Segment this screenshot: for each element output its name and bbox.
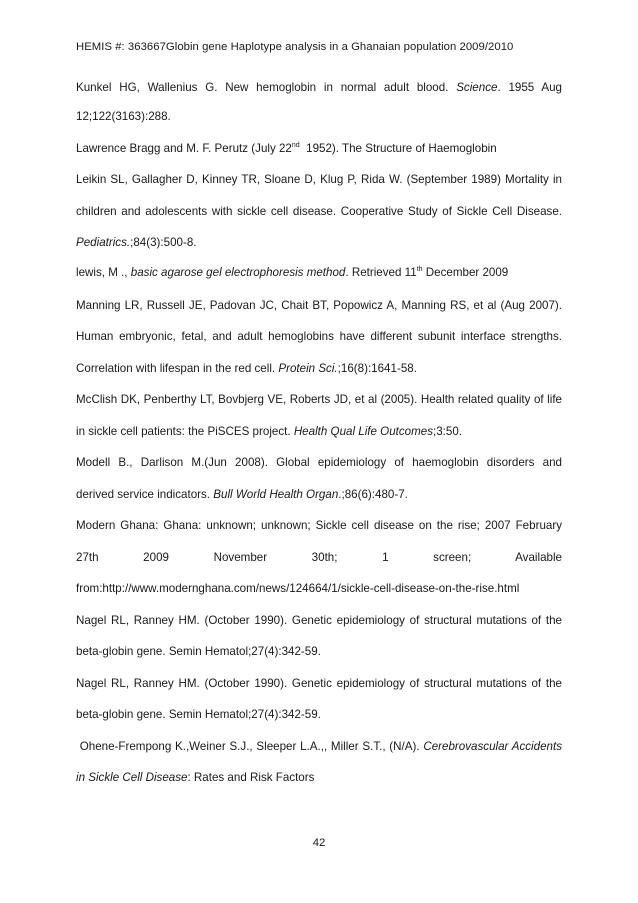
reference-modell-line-2: derived service indicators. Bull World Health Organ.;86(6):480-7. <box>76 488 408 501</box>
reference-nagel-2-line-2: beta-globin gene. Semin Hematol;27(4):342-59. <box>76 708 321 721</box>
reference-bragg: Lawrence Bragg and M. F. Perutz (July 22nd 1952). The Structure of Haemoglobin <box>76 142 497 155</box>
reference-modern-ghana-line-3: from:http://www.modernghana.com/news/124664/1/sickle-cell-disease-on-the-rise.html <box>76 582 520 595</box>
reference-nagel-1-line-1: Nagel RL, Ranney HM. (October 1990). Genetic epidemiology of structural mutations of the <box>76 614 562 627</box>
reference-modern-ghana-line-1: Modern Ghana: Ghana: unknown; unknown; Sickle cell disease on the rise; 2007 February <box>76 519 562 532</box>
reference-leikin-line-3: Pediatrics.;84(3):500-8. <box>76 236 197 249</box>
page-number: 42 <box>312 837 326 849</box>
reference-modern-ghana-line-2: 27th 2009 November 30th; 1 screen; Available <box>76 551 562 564</box>
reference-mcclish-line-2: in sickle cell patients: the PiSCES project. Health Qual Life Outcomes;3:50. <box>76 425 463 438</box>
reference-modell-line-1: Modell B., Darlison M.(Jun 2008). Global epidemiology of haemoglobin disorders and <box>76 456 562 469</box>
reference-mcclish-line-1: McClish DK, Penberthy LT, Bovbjerg VE, Roberts JD, et al (2005). Health related quality of life <box>76 393 562 406</box>
reference-nagel-1-line-2: beta-globin gene. Semin Hematol;27(4):342-59. <box>76 645 321 658</box>
reference-manning-line-1: Manning LR, Russell JE, Padovan JC, Chait BT, Popowicz A, Manning RS, et al (Aug 2007). <box>76 299 562 312</box>
reference-ohene-line-1: Ohene-Frempong K.,Weiner S.J., Sleeper L.A.,, Miller S.T., (N/A). Cerebrovascular Accidents <box>76 740 562 753</box>
reference-manning-line-3: Correlation with lifespan in the red cell. Protein Sci.;16(8):1641-58. <box>76 362 417 375</box>
running-header: HEMIS #: 363667Globin gene Haplotype analysis in a Ghanaian population 2009/2010 <box>76 41 514 53</box>
reference-nagel-2-line-1: Nagel RL, Ranney HM. (October 1990). Genetic epidemiology of structural mutations of the <box>76 677 562 690</box>
reference-leikin-line-2: children and adolescents with sickle cell disease. Cooperative Study of Sickle Cell Disease. <box>76 205 562 218</box>
reference-ohene-line-2: in Sickle Cell Disease: Rates and Risk Factors <box>76 771 315 784</box>
reference-kunkel-line-1: Kunkel HG, Wallenius G. New hemoglobin in normal adult blood. Science. 1955 Aug <box>76 81 563 94</box>
reference-kunkel-line-2: 12;122(3163):288. <box>76 110 171 123</box>
reference-lewis: lewis, M ., basic agarose gel electrophoresis method. Retrieved 11th December 2009 <box>76 266 509 279</box>
reference-leikin-line-1: Leikin SL, Gallagher D, Kinney TR, Sloane D, Klug P, Rida W. (September 1989) Mortality in <box>76 173 562 186</box>
reference-manning-line-2: Human embryonic, fetal, and adult hemoglobins have different subunit interface strengths. <box>76 330 562 343</box>
